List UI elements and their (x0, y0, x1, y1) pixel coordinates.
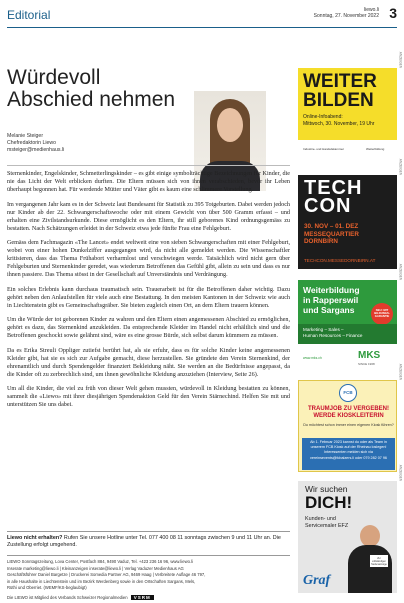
page-header (7, 4, 397, 26)
ad-headline-line: WEITER (303, 71, 377, 92)
ad-footer (298, 344, 397, 370)
ad-role-line: Servicemaler EFZ (305, 523, 349, 529)
paragraph: Im vergangenen Jahr kam es in der Schweiz laut Bundesamt für Statistik zu 395 Totgeburten. Dabei werden jedoch nur Kinder ab der 22. Schwangerschaftswoche oder mit einem Gewicht von über 500 Gramm erfasst – und erhalten eine Zivilstandsurkunde. Diese ermöglicht es den Eltern, ihr still geborenes Kind ordnungsgemäss zu bestatten. Nach Schätzungen erleidet in der Schweiz etwa jede fünfte Frau eine Fehlgeburt. (7, 201, 290, 232)
ad-headline-line: TRAUMJOB ZU VERGEBEN! (307, 406, 389, 412)
ad-contact: Ab 1. Februar 2023 kannst du oder als Team in unserem FCB Kiosk auf der Rheinau loslegen! Interessenten melden sich via vereinsevents@fcbalzers.li oder 079 282 07 96 (302, 438, 395, 470)
site-name: liewo.li (363, 7, 379, 13)
guarantee-badge: NEU: MIT BILDUNGS-GARANTIE (371, 303, 393, 325)
imprint-line: Rüthi und Oberriet. (WEMF/KS-beglaubigt) (7, 585, 87, 591)
hotline-question: Liewo nicht erhalten? (7, 535, 63, 541)
ad-date-line: DORNBIRN (304, 238, 338, 245)
headline (7, 67, 175, 111)
club-emblem-icon: FCB (339, 384, 357, 402)
ad-label: ANZEIGEN (398, 51, 402, 68)
membership-note (7, 595, 290, 600)
ad-subtext: Du möchtest schon immer einen eigenen Kiosk führen? (303, 423, 394, 427)
ad-url[interactable]: TECHCON.MESSEDORNBIRN.AT (304, 258, 376, 263)
graf-logo: Graf (303, 573, 331, 588)
membership-text: Die LIEWO ist Mitglied des Verbands Schweizer Regionalmedien (7, 595, 128, 600)
ad-techcon[interactable] (298, 175, 397, 269)
imprint-line: LIEWO Sonntagszeitung, Lova Center, Postfach 884, 9490 Vaduz, Tel. +423 236 16 96, www.liewo.li (7, 559, 193, 564)
mks-since: SINCE 1968 (358, 362, 375, 366)
ad-graf[interactable] (298, 481, 397, 593)
ihk-logo: Industrie- und Handelskammer (303, 147, 345, 151)
ad-label: ANZEIGEN (398, 363, 402, 380)
author-block (7, 133, 64, 154)
ad-logos (298, 140, 397, 161)
article-body (7, 170, 290, 416)
header-rule (7, 27, 397, 28)
issue-date: Sonntag, 27. November 2022 (313, 13, 379, 19)
ad-headline: DICH! (305, 493, 353, 512)
paragraph: Um all die Kinder, die viel zu früh von dieser Welt gehen mussten, würdevoll in Kleidung bestatten zu können, sammelt die «Liewo» mit ihrer diesjährigen Spendenaktion Geld für den Verein Stärnechind. Helfen Sie mit und unterstützen Sie uns dabei. (7, 386, 290, 408)
ad-traumjob[interactable] (298, 380, 397, 472)
weiterbildung-logo: Weiterbildung (366, 147, 385, 151)
vsrm-logo: VSRM (131, 595, 154, 600)
ad-url[interactable]: www.mks.ch (303, 356, 322, 360)
imprint-line: Geschäftsführer Daniel Bargetze | Druckerei Somedia Partner AG, 9469 Haag | Verbreitete Auflage 46 797, (7, 572, 206, 578)
mks-logo: MKS (358, 350, 381, 361)
delivery-hotline (7, 531, 290, 549)
divider (7, 165, 290, 166)
paragraph: Ein solches Erlebnis kann durchaus traumatisch sein. Trauerarbeit ist für die Betroffenen daher wichtig. Dazu gehört neben den Anlaufstellen für viele auch eine Bestattung. In den meisten Kantonen in der Schweiz wie auch in Liechtenstein gibt es Gemeinschaftsgräber. Sie bieten zugleich einen Ort, an dem Eltern trauern können. (7, 286, 290, 309)
imprint-line: Inserate marketing@liewo.li | Kleinanzeigen inserate@liewo.li | Verlag Vaduzer Medienhaus AG (7, 565, 184, 571)
worker-illustration (346, 525, 392, 593)
paragraph: Da es Erika Streuli Oppliger zutiefst berührt hat, als sie erfuhr, dass es für solche Kinder keine angemessenen Kleider gibt, hat sie es sich zur Aufgabe gemacht, diese herzustellen. Sie gründete den Verein Sternenkind, der ehrenamtlich und durch Spendengelder finanziert Bekleidung näht. Sie werden an die Bedürfnisse angepasst, da die Kinder oft zu zerbrechlich sind, um ihnen gewöhnliche Kleidung anzuziehen (Interview, Seite 26). (7, 347, 290, 378)
imprint-line: in alle Haushalte in Liechtenstein und im Bezirk Werdenberg sowie in den Ortschaften Sargans, Mels, (7, 578, 196, 584)
section-title: Editorial (7, 8, 51, 22)
ad-label: ANZEIGEN (398, 464, 402, 481)
paragraph: Sternenkinder, Engelskinder, Schmetterlingskinder – es gibt einige symbolträchtige Bezeichnungen für Kinder, die nie das Licht der Welt erblicken durften. Die Eltern müssen sich von ihnen verabschieden, bevor ihr Leben überhaupt begonnen hat. Für werdende Mütter und Väter gibt es kaum eine schlimmere Vorstellung. (7, 171, 290, 193)
author-email[interactable]: msteiger@medienhaus.li (7, 147, 65, 153)
paragraph: Gemäss dem Fachmagazin «The Lancet» endet weltweit eine von sieben Schwangerschaften mit einer Fehlgeburt, wobei von einer hohen Dunkelziffer ausgegangen wird, da nicht alle gemeldet werden. Die Wissenschaftler kritisieren, dass das Thema Frühabort verharmlost und verschwiegen werde. Tatsächlich wird nicht gern über Fehlgeburten und Sternenkinder geredet, was wiederum Betroffenen das Gefühl gibt, allein zu sein und dass es nur ihnen passiere. Das Thema stösst in der Gesellschaft auf Unverständnis und Verdrängung. (7, 240, 290, 278)
headline-line-2: Abschied nehmen (7, 88, 176, 111)
ad-headline-line: TECH (304, 177, 363, 199)
job-ad-badge: Zur vollständigen Stellenanzeige (371, 557, 387, 566)
ad-headline (302, 406, 395, 420)
ad-topics-line: Marketing – Sales – (303, 327, 344, 332)
author-name: Melanie Steiger (7, 133, 44, 139)
ad-headline-line: Weiterbildung (303, 285, 360, 295)
ad-role (305, 516, 348, 530)
ad-headline-line: CON (304, 195, 352, 217)
ad-headline (303, 285, 360, 315)
headline-line-1: Würdevoll (7, 66, 101, 89)
ad-headline-line: und Sargans (303, 305, 355, 315)
paragraph: Um die Würde der tot geborenen Kinder zu wahren und den Eltern einen angemessenen Abschied zu ermöglichen, gehört es dazu, das Sternenkind anzukleiden. Da entsprechende Kleider im Handel nicht erhältlich sind und die Betroffenen geschockt sowie gelähmt sind, wäre es eine grosse Bürde, sich selbst darum kümmern zu müssen. (7, 317, 290, 339)
ad-headline (304, 179, 362, 215)
hotline-text: Rufen Sie unsere Hotline unter Tel. 077 400 08 11 sonntags zwischen 9 und 11 Uhr an. Die Zustellung erfolgt umgehend. (7, 535, 281, 548)
ad-label: ANZEIGEN (398, 263, 402, 280)
ad-mks[interactable] (298, 280, 397, 370)
ad-subtext-line: Online-Infoabend: (303, 114, 343, 120)
ad-subtext-line: Mittwoch, 30. November, 19 Uhr (303, 120, 375, 127)
ad-subtext (303, 114, 374, 127)
ad-headline (303, 72, 377, 110)
ad-date (304, 223, 359, 246)
ad-headline-line: in Rapperswil (303, 295, 359, 305)
ad-headline-line: WERDE KIOSKLEITERIN (313, 413, 384, 419)
ad-weiterbilden[interactable] (298, 68, 397, 161)
page-number: 3 (389, 5, 397, 21)
author-role: Chefredaktorin Liewo (7, 140, 57, 146)
ad-topics (298, 324, 397, 344)
ad-headline-line: BILDEN (303, 90, 374, 111)
ad-role-line: Kunden- und (305, 516, 336, 522)
ad-label: ANZEIGEN (398, 158, 402, 175)
ad-date-line: 30. NOV – 01. DEZ (304, 223, 359, 230)
ad-headline-small: Wir suchen (305, 484, 348, 494)
ad-topics-line: Human Resources – Finance (303, 333, 363, 338)
ad-date-line: MESSEQUARTIER (304, 230, 359, 238)
imprint (7, 555, 290, 592)
paper-meta (314, 7, 379, 19)
